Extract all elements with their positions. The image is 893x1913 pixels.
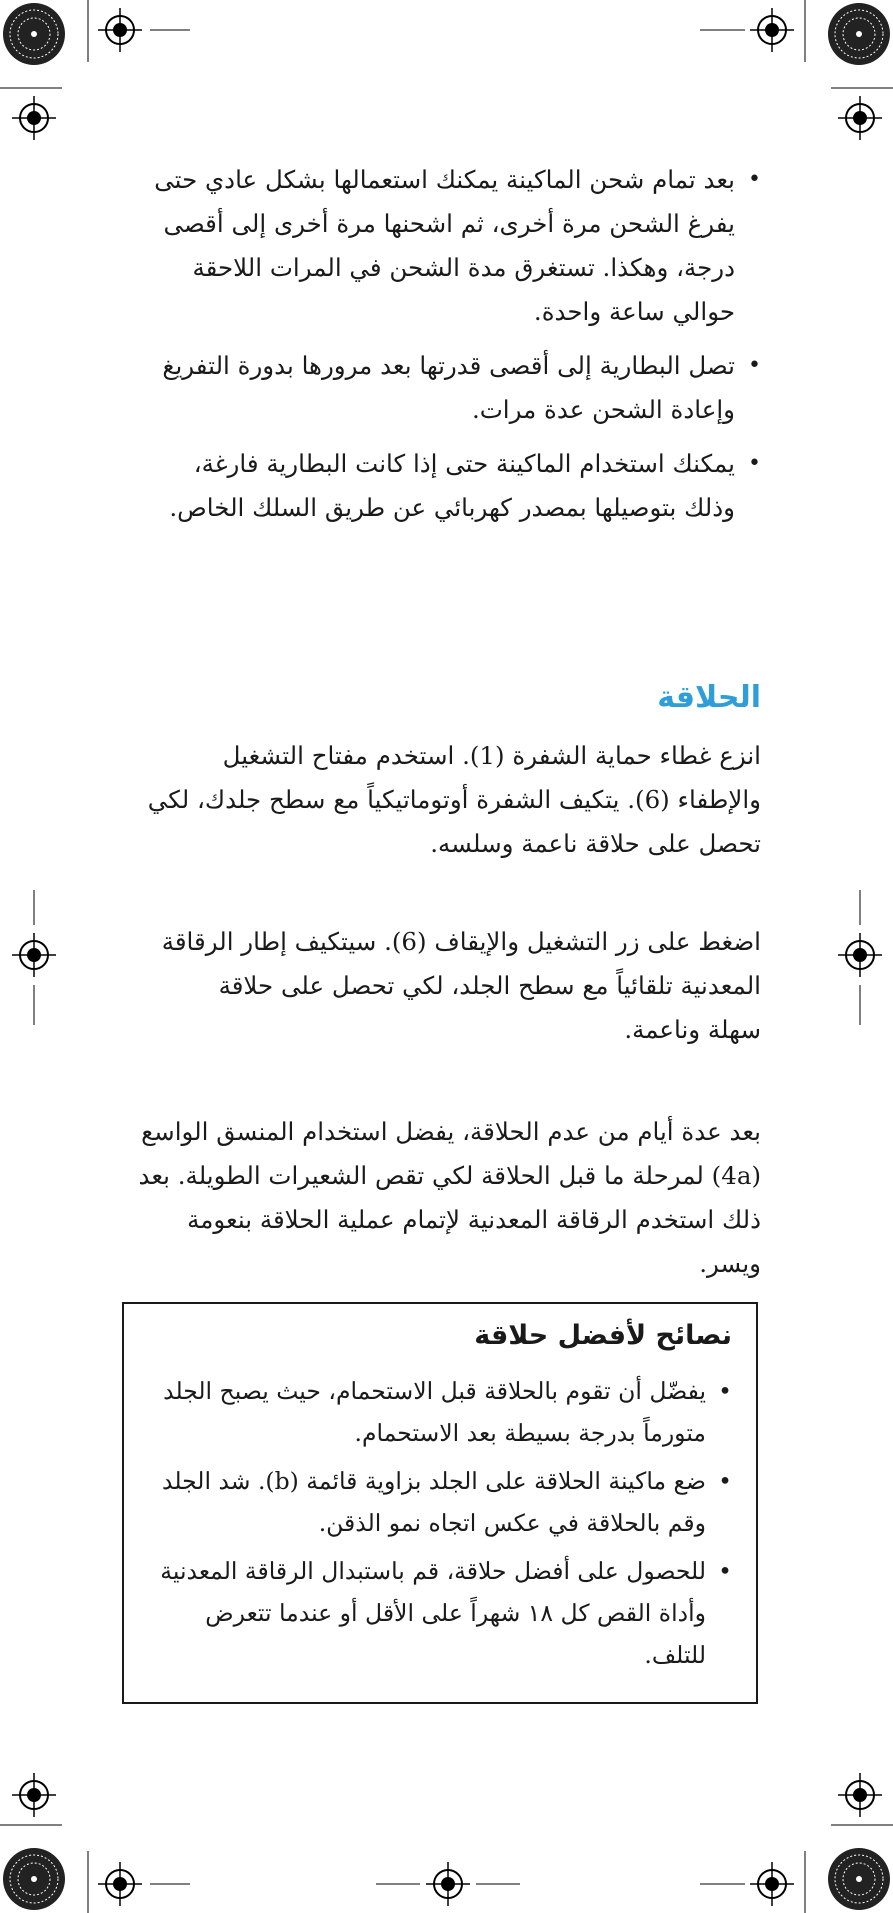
tips-box bbox=[122, 1302, 758, 1704]
shaving-paragraph-1: انزع غطاء حماية الشفرة (1). استخدم مفتاح التشغيل والإطفاء (6). يتكيف الشفرة أوتوماتيكياً مع سطح جلدك، لكي تحصل على حلاقة ناعمة وسلسه. bbox=[147, 741, 761, 858]
section-heading: الحلاقة bbox=[657, 680, 761, 715]
bullet-item: • بعد تمام شحن الماكينة يمكنك استعمالها بشكل عادي حتى يفرغ الشحن مرة أخرى، ثم اشحنها مرة أخرى إلى أقصى درجة، وهكذا. تستغرق مدة الشحن في المرات اللاحقة حوالي ساعة واحدة. bbox=[141, 158, 761, 334]
tip-item: • ضع ماكينة الحلاقة على الجلد بزاوية قائمة (b). شد الجلد وقم بالحلاقة في عكس اتجاه نمو الذقن. bbox=[147, 1460, 732, 1544]
shaving-paragraph-2: اضغط على زر التشغيل والإيقاف (6). سيتكيف إطار الرقاقة المعدنية تلقائياً مع سطح الجلد، لكي تحصل على حلاقة سهلة وناعمة. bbox=[161, 927, 761, 1044]
starburst-icon bbox=[828, 1848, 890, 1910]
tip-item: • للحصول على أفضل حلاقة، قم باستبدال الرقاقة المعدنية وأداة القص كل ١٨ شهراً على الأقل أو عندما تتعرض للتلف. bbox=[147, 1550, 732, 1676]
shaving-paragraph-3: بعد عدة أيام من عدم الحلاقة، يفضل استخدام المنسق الواسع (4a) لمرحلة ما قبل الحلاقة لكي تقص الشعيرات الطويلة. بعد ذلك استخدم الرقاقة المعدنية لإتمام عملية الحلاقة بنعومة ويسر. bbox=[138, 1117, 761, 1278]
battery-notes bbox=[141, 158, 761, 540]
tips-title: نصائح لأفضل حلاقة bbox=[474, 1320, 732, 1351]
bullet-item: • يمكنك استخدام الماكينة حتى إذا كانت البطارية فارغة، وذلك بتوصيلها بمصدر كهربائي عن طريق السلك الخاص. bbox=[141, 442, 761, 530]
starburst-icon bbox=[828, 3, 890, 65]
bullet-item: • تصل البطارية إلى أقصى قدرتها بعد مرورها بدورة التفريغ وإعادة الشحن عدة مرات. bbox=[141, 344, 761, 432]
starburst-icon bbox=[3, 3, 65, 65]
starburst-icon bbox=[3, 1848, 65, 1910]
tip-item: • يفضّل أن تقوم بالحلاقة قبل الاستحمام، حيث يصبح الجلد متورماً بدرجة بسيطة بعد الاستحمام. bbox=[147, 1370, 732, 1454]
